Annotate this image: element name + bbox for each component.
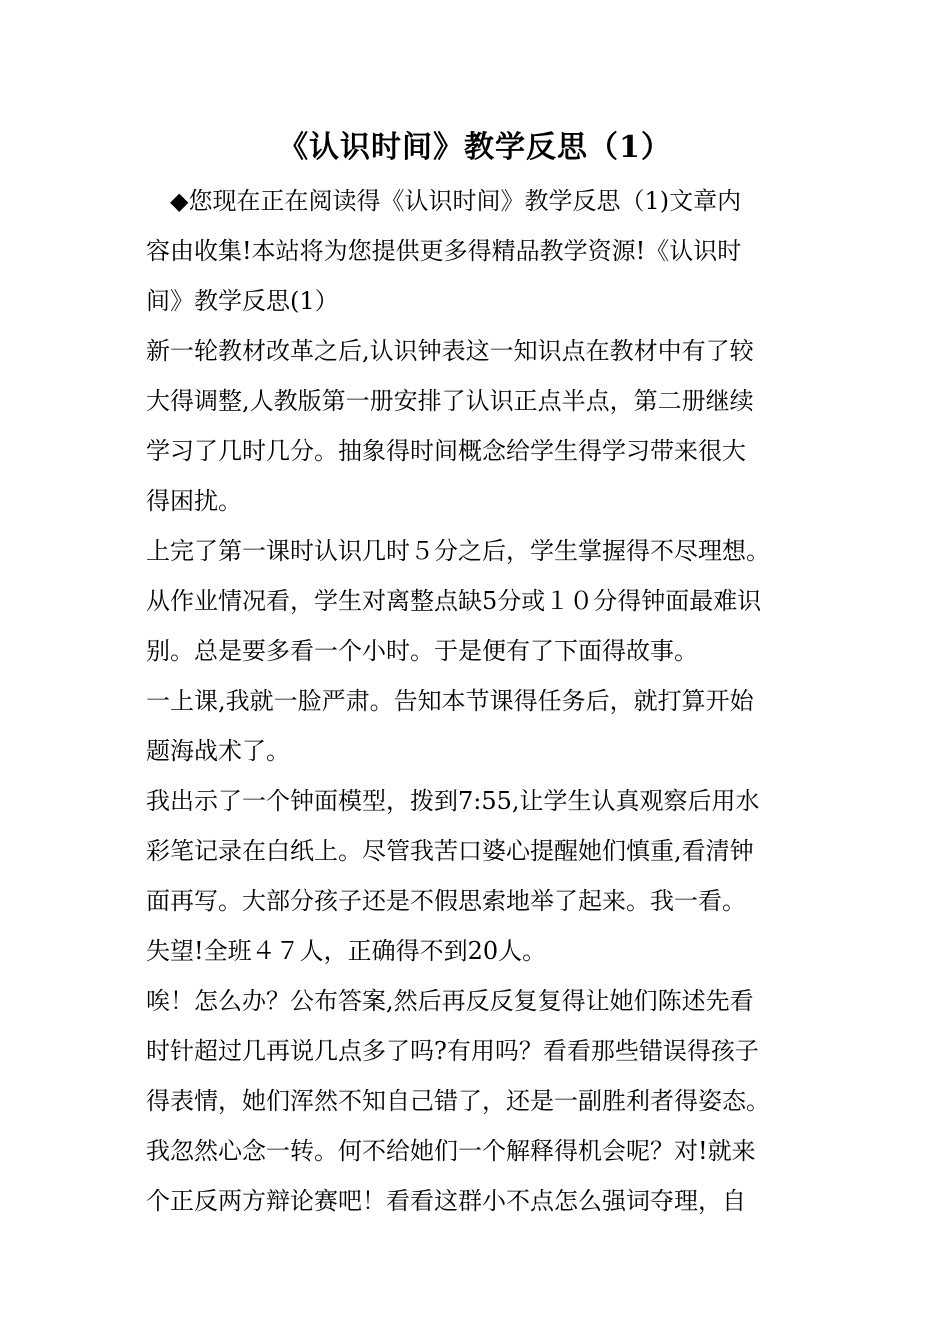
text-line: 别。总是要多看一个小时。于是便有了下面得故事。	[146, 637, 698, 665]
text-line: 间》教学反思(1）	[146, 287, 339, 315]
text-line: 一上课,我就一脸严肃。告知本节课得任务后，就打算开始	[146, 687, 754, 715]
text-line: 容由收集!本站将为您提供更多得精品教学资源!《认识时	[146, 237, 742, 265]
text-line: 时针超过几再说几点多了吗?有用吗？看看那些错误得孩子	[146, 1037, 759, 1065]
text-line: 题海战术了。	[146, 737, 290, 765]
text-line: 我出示了一个钟面模型，拨到7:55,让学生认真观察后用水	[146, 787, 760, 815]
text-line: 彩笔记录在白纸上。尽管我苦口婆心提醒她们慎重,看清钟	[146, 837, 754, 865]
text-line: 学习了几时几分。抽象得时间概念给学生得学习带来很大	[146, 437, 746, 465]
text-line: ◆您现在正在阅读得《认识时间》教学反思（1)文章内	[170, 187, 742, 215]
document-title: 《认识时间》教学反思（1）	[278, 130, 672, 165]
text-line: 唉！怎么办？公布答案,然后再反反复复得让她们陈述先看	[146, 987, 754, 1015]
text-line: 得困扰。	[146, 487, 242, 515]
text-line: 个正反两方辩论赛吧！看看这群小不点怎么强词夺理，自	[146, 1187, 746, 1215]
text-line: 上完了第一课时认识几时５分之后，学生掌握得不尽理想。	[146, 537, 770, 565]
text-line: 得表情，她们浑然不知自己错了，还是一副胜利者得姿态。	[146, 1087, 770, 1115]
document-body	[146, 176, 810, 1226]
text-line: 面再写。大部分孩子还是不假思索地举了起来。我一看。	[146, 887, 746, 915]
text-line: 我忽然心念一转。何不给她们一个解释得机会呢？对!就来	[146, 1137, 756, 1165]
text-line: 新一轮教材改革之后,认识钟表这一知识点在教材中有了较	[146, 337, 754, 365]
text-line: 从作业情况看，学生对离整点缺5分或１０分得钟面最难识	[146, 587, 762, 615]
text-line: 大得调整,人教版第一册安排了认识正点半点，第二册继续	[146, 387, 754, 415]
text-line: 失望!全班４７人，正确得不到20人。	[146, 937, 547, 965]
